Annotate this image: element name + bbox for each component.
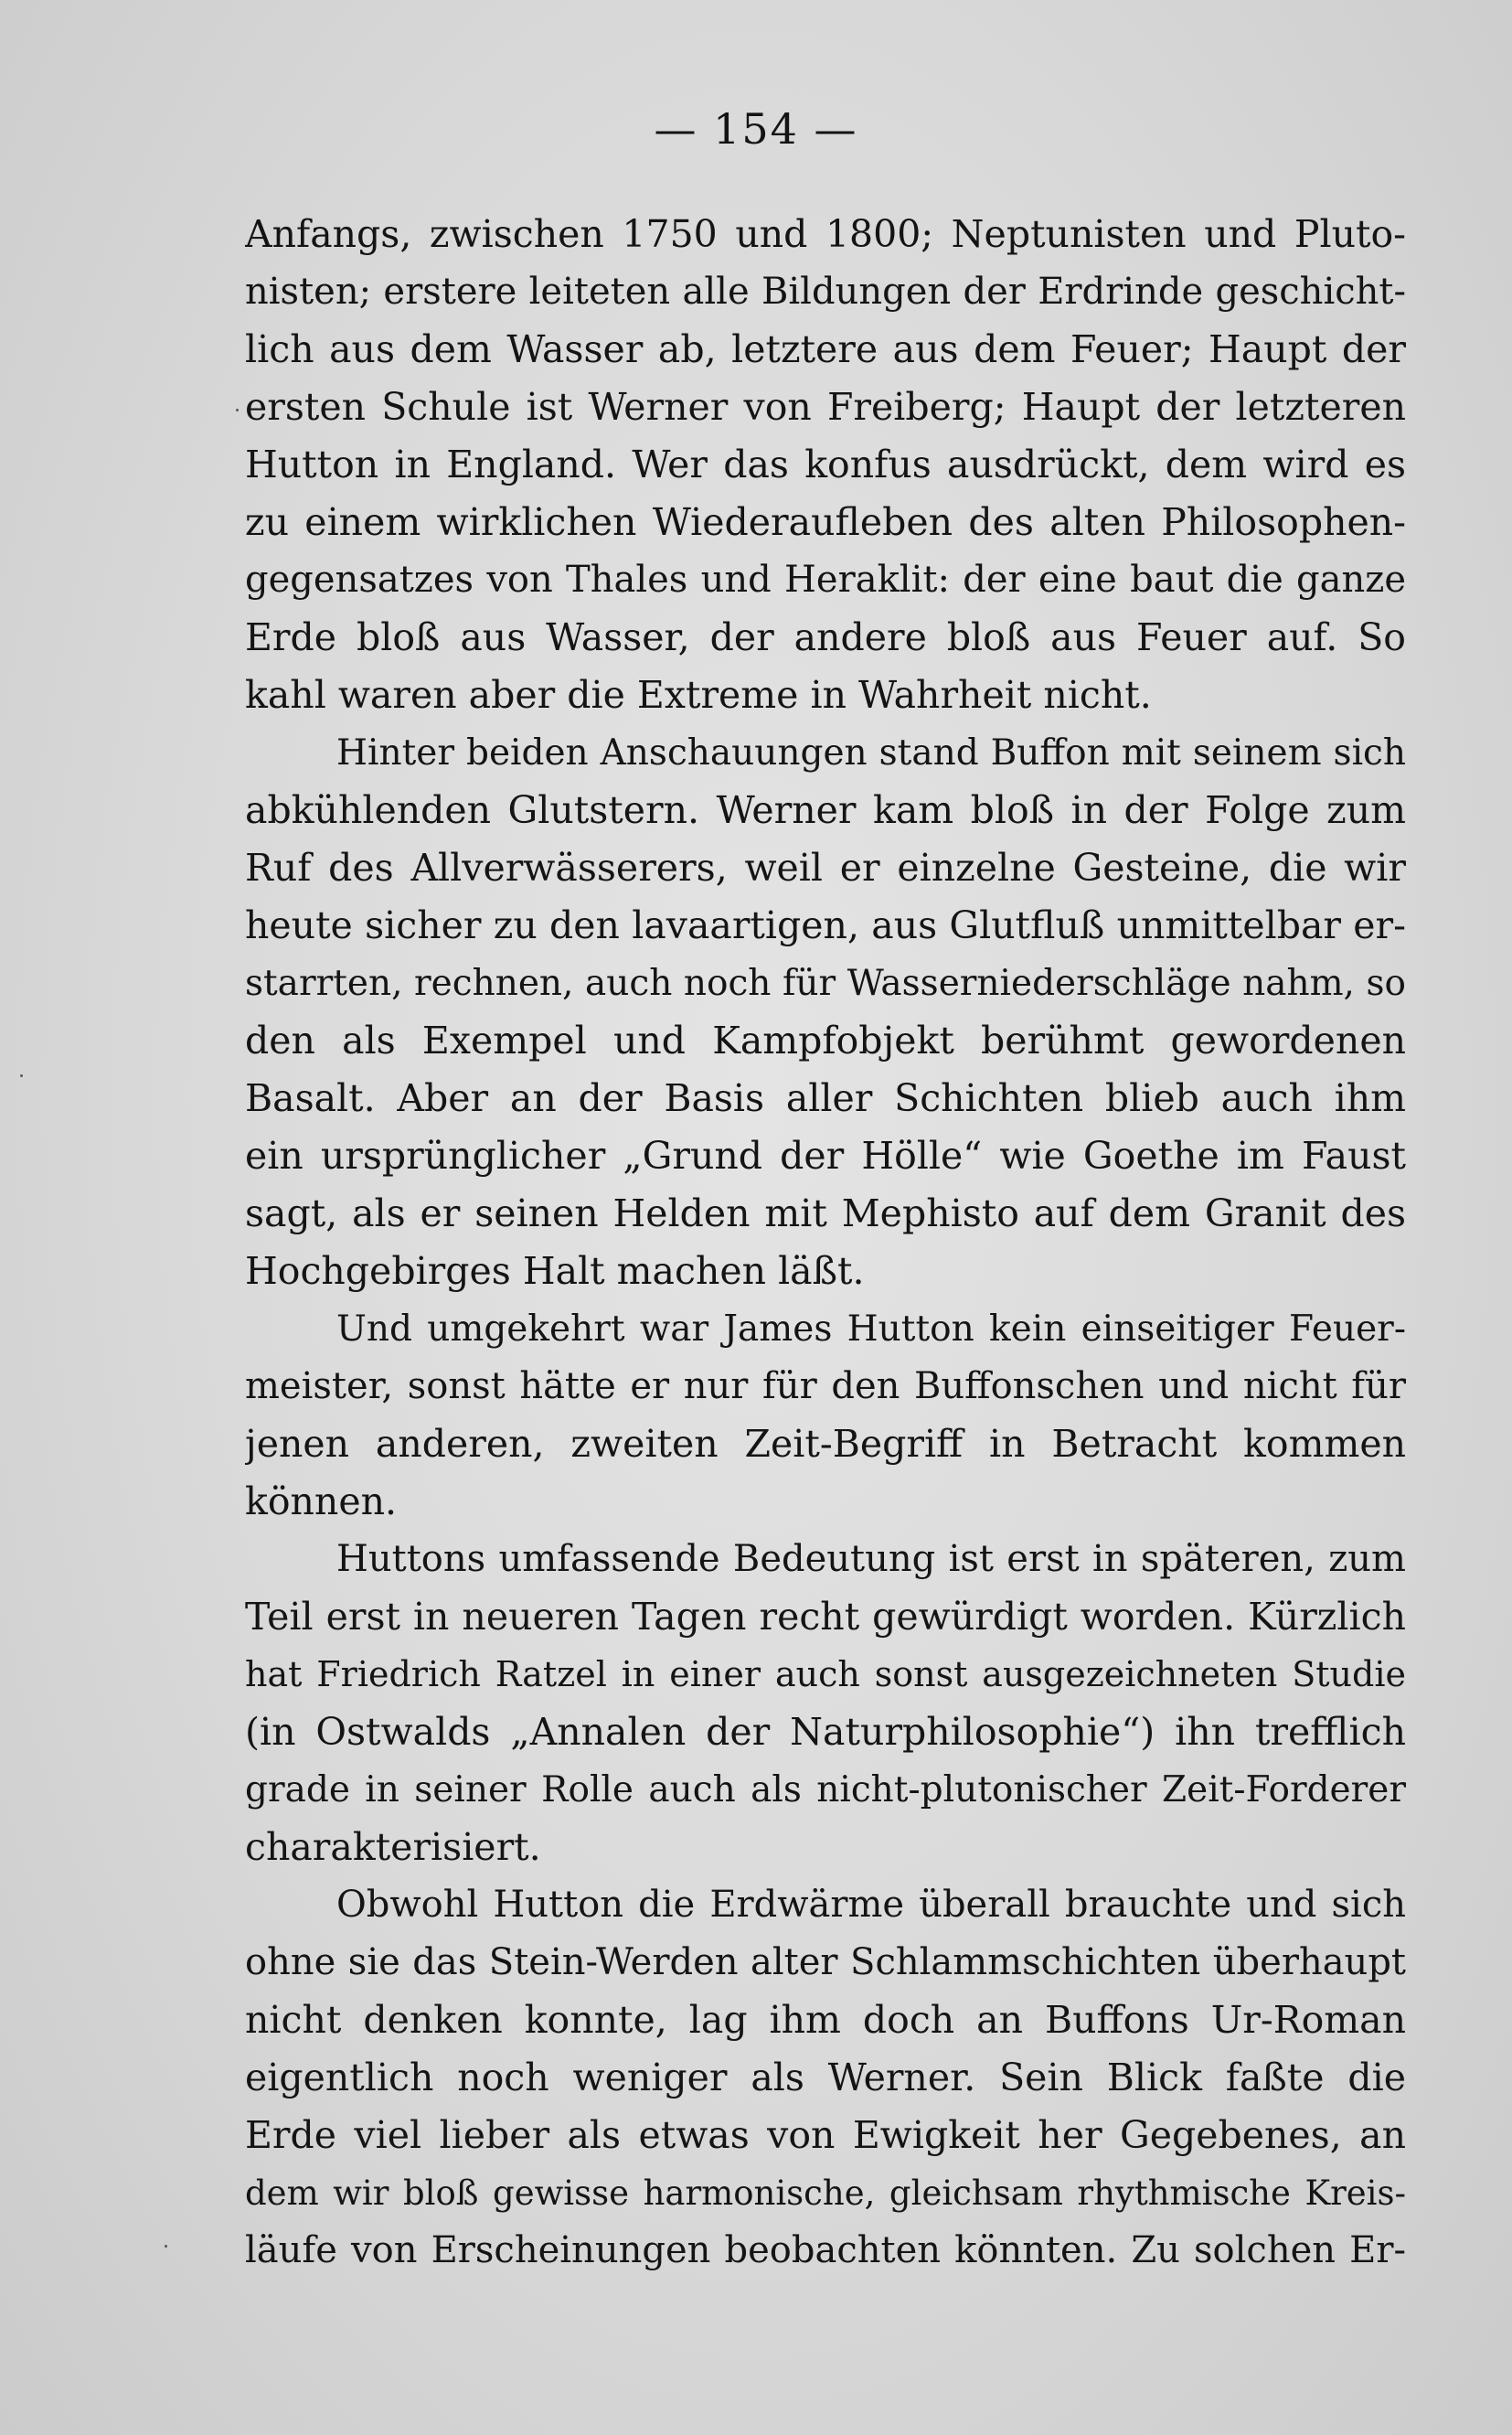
text-line: nicht denken konnte, lag ihm doch an Buffons Ur-Roman	[245, 1998, 1406, 2042]
text-line: Obwohl Hutton die Erdwärme überall brauchte und sich	[336, 1884, 1406, 1926]
text-line: ohne sie das Stein-Werden alter Schlammschichten überhaupt	[245, 1941, 1406, 1983]
body-text	[245, 206, 1406, 2280]
text-line: Ruf des Allverwässerers, weil er einzelne Gesteine, die wir	[245, 846, 1406, 890]
text-line: grade in seiner Rolle auch als nicht-plutonischer Zeit-Forderer	[245, 1769, 1406, 1810]
paragraph	[245, 1300, 1406, 1531]
text-line: heute sicher zu den lavaartigen, aus Glutfluß unmittelbar er-	[245, 903, 1406, 947]
text-line: kahl waren aber die Extreme in Wahrheit nicht.	[245, 673, 1152, 717]
text-line: läufe von Erscheinungen beobachten könnten. Zu solchen Er-	[245, 2229, 1406, 2271]
text-line: charakterisiert.	[245, 1825, 541, 1869]
text-line: Teil erst in neueren Tagen recht gewürdigt worden. Kürzlich	[245, 1595, 1406, 1639]
paragraph	[245, 1531, 1406, 1876]
text-line: Anfangs, zwischen 1750 und 1800; Neptunisten und Pluto-	[245, 212, 1406, 256]
text-line: ein ursprünglicher „Grund der Hölle“ wie Goethe im Faust	[245, 1134, 1406, 1178]
text-line: Und umgekehrt war James Hutton kein einseitiger Feuer-	[336, 1308, 1406, 1350]
text-line: eigentlich noch weniger als Werner. Sein Blick faßte die	[245, 2056, 1406, 2099]
text-line: starrten, rechnen, auch noch für Wasserniederschläge nahm, so	[245, 963, 1406, 1004]
paragraph	[245, 724, 1406, 1300]
text-line: hat Friedrich Ratzel in einer auch sonst ausgezeichneten Studie	[245, 1654, 1406, 1694]
text-line: Basalt. Aber an der Basis aller Schichten blieb auch ihm	[245, 1076, 1406, 1120]
text-line: meister, sonst hätte er nur für den Buffonschen und nicht für	[245, 1365, 1406, 1407]
text-line: ersten Schule ist Werner von Freiberg; Haupt der letzteren	[245, 385, 1406, 429]
page-number: — 154 —	[654, 104, 858, 154]
text-line: Hochgebirges Halt machen läßt.	[245, 1249, 865, 1293]
text-line: Hinter beiden Anschauungen stand Buffon mit seinem sich	[336, 732, 1406, 774]
paragraph	[245, 206, 1406, 724]
scan-speck	[20, 1074, 23, 1077]
text-line: zu einem wirklichen Wiederaufleben des alten Philosophen-	[245, 500, 1406, 544]
text-line: den als Exempel und Kampfobjekt berühmt gewordenen	[245, 1019, 1406, 1063]
text-line: Erde viel lieber als etwas von Ewigkeit her Gegebenes, an	[245, 2113, 1406, 2157]
text-line: können.	[245, 1479, 398, 1523]
scan-speck	[165, 2245, 167, 2248]
text-line: gegensatzes von Thales und Heraklit: der eine baut die ganze	[245, 559, 1406, 601]
text-line: Erde bloß aus Wasser, der andere bloß aus Feuer auf. So	[245, 615, 1406, 659]
text-line: jenen anderen, zweiten Zeit-Begriff in Betracht kommen	[245, 1422, 1406, 1466]
paragraph	[245, 1876, 1406, 2280]
text-line: nisten; erstere leiteten alle Bildungen der Erdrinde geschicht-	[245, 271, 1406, 313]
text-line: (in Ostwalds „Annalen der Naturphilosophie“) ihn trefflich	[245, 1710, 1406, 1754]
text-line: Hutton in England. Wer das konfus ausdrückt, dem wird es	[245, 443, 1406, 486]
text-line: abkühlenden Glutstern. Werner kam bloß in der Folge zum	[245, 788, 1406, 832]
text-line: Huttons umfassende Bedeutung ist erst in späteren, zum	[336, 1538, 1406, 1580]
text-line: dem wir bloß gewisse harmonische, gleichsam rhythmische Kreis-	[245, 2173, 1406, 2213]
scan-speck	[236, 409, 239, 411]
text-line: sagt, als er seinen Helden mit Mephisto auf dem Granit des	[245, 1191, 1406, 1235]
text-line: lich aus dem Wasser ab, letztere aus dem Feuer; Haupt der	[245, 327, 1406, 371]
